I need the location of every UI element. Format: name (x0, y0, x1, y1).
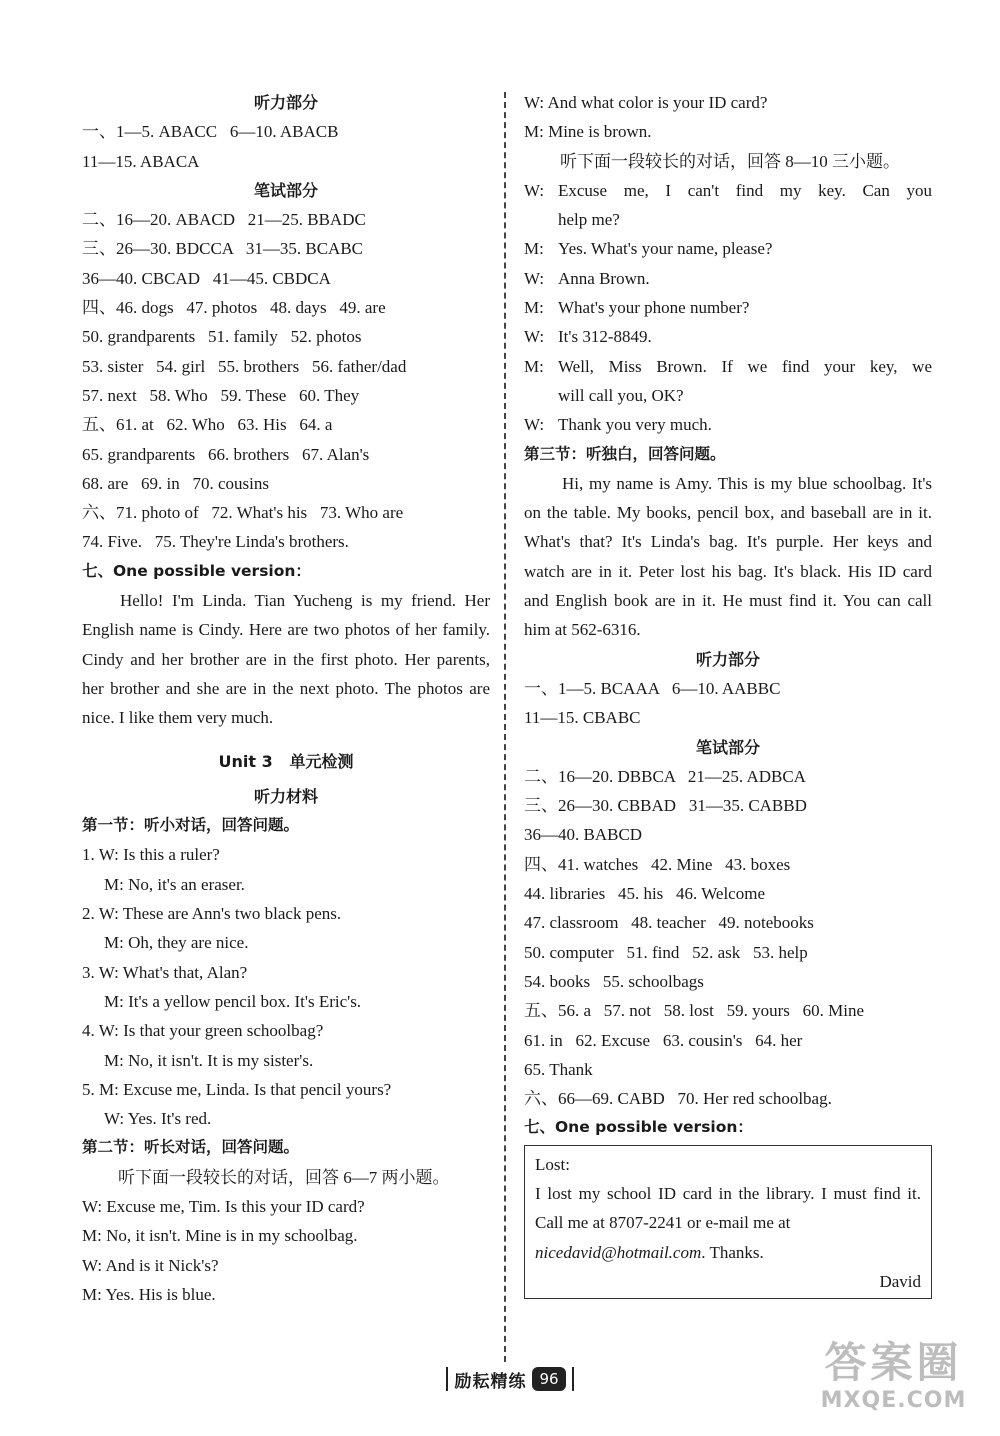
dialog-line (524, 205, 932, 234)
notice-text: I lost my school ID card in the library. I must find it. Call me at 8707-2241 or e-mail me at (535, 1183, 921, 1233)
text-line: 50. computer 51. find 52. ask 53. help (524, 942, 808, 962)
page-number: 96 (532, 1367, 565, 1391)
dialog-line: 5. M: Excuse me, Linda. Is that pencil yours? (82, 1079, 392, 1099)
listening-heading: 听力部分 (695, 649, 760, 669)
text-line: 65. grandparents 66. brothers 67. Alan's (82, 444, 370, 464)
answer-list (524, 762, 932, 1114)
dialog-list (524, 176, 932, 440)
text-line: 四、46. dogs 47. photos 48. days 49. are (82, 298, 386, 318)
text-line: 74. Five. 75. They're Linda's brothers. (82, 532, 349, 552)
listening-heading: 听力部分 (253, 93, 318, 112)
speaker-label: M: (524, 239, 544, 259)
text-line: 68. are 69. in 70. cousins (82, 473, 269, 493)
notice-title: Lost: (535, 1154, 570, 1174)
dialog-text: will call you, OK? (558, 385, 684, 405)
dialog-line (524, 234, 932, 263)
text-line: 二、16—20. DBBCA 21—25. ADBCA (524, 766, 806, 786)
speaker-label (524, 205, 558, 234)
speaker-label: M: (524, 298, 544, 318)
section-3-heading: 第三节：听独白，回答问题。 (524, 444, 726, 463)
text-line: 一、1—5. BCAAA 6—10. AABBC (524, 678, 781, 698)
written-heading: 笔试部分 (253, 180, 318, 200)
text-line: W: And what color is your ID card? (524, 93, 768, 112)
section-2-heading: 第二节：听长对话，回答问题。 (82, 1138, 300, 1157)
text-line: 六、71. photo of 72. What's his 73. Who are (82, 503, 404, 523)
text-line: 36—40. BABCD (524, 825, 643, 845)
page-footer (430, 1362, 590, 1396)
speaker-label: M: (524, 356, 544, 376)
answer-list (524, 674, 932, 733)
text-line: W: And is it Nick's? (82, 1255, 219, 1275)
text-line: 57. next 58. Who 59. These 60. They (82, 385, 360, 405)
text-line: 二、16—20. ABACD 21—25. BBADC (82, 210, 366, 230)
dialog-line: M: No, it isn't. It is my sister's. (104, 1050, 314, 1070)
text-line: 36—40. CBCAD 41—45. CBDCA (82, 268, 331, 288)
text-line: W: Excuse me, Tim. Is this your ID card? (82, 1196, 365, 1216)
dialog-text: What's your phone number? (558, 298, 750, 318)
dialog-line (524, 352, 932, 381)
left-column (82, 88, 490, 1309)
text-line: 54. books 55. schoolbags (524, 971, 704, 991)
text-line: 47. classroom 48. teacher 49. notebooks (524, 913, 814, 933)
text-line: 53. sister 54. girl 55. brothers 56. father/dad (82, 356, 407, 376)
dialog-text: Thank you very much. (558, 415, 712, 435)
dialog-text: It's 312-8849. (558, 327, 652, 347)
text-line: 11—15. CBABC (524, 708, 641, 728)
written-heading: 笔试部分 (695, 737, 760, 757)
monologue-paragraph: Hi, my name is Amy. This is my blue schoolbag. It's on the table. My books, pencil box, and baseball are in it. What's that? It's Linda's bag. It's purple. Her keys and watch are in it. Peter lost his bag. It's black. His ID card and English book are in it. He must find it. You can call him at 562-6316. (524, 473, 932, 640)
dialog-line: M: No, it's an eraser. (104, 874, 245, 894)
speaker-label: W: (524, 327, 545, 347)
text-line: 65. Thank (524, 1059, 593, 1079)
notice-signature: David (879, 1271, 921, 1291)
answer-list (82, 117, 490, 176)
notice-email: nicedavid@hotmail.com (535, 1242, 702, 1262)
text-line: 六、66—69. CABD 70. Her red schoolbag. (524, 1089, 832, 1109)
dialog-list (82, 1192, 490, 1309)
dialog-line: 3. W: What's that, Alan? (82, 962, 248, 982)
dialog-line (524, 264, 932, 293)
dialog-text: Well, Miss Brown. If we find your key, we (558, 356, 932, 376)
text-line: 五、61. at 62. Who 63. His 64. a (82, 415, 333, 435)
right-column (524, 88, 932, 1299)
text-line: 三、26—30. CBBAD 31—35. CABBD (524, 796, 807, 816)
column-divider (504, 92, 506, 1362)
text-line: 三、26—30. BDCCA 31—35. BCABC (82, 239, 364, 259)
instruction-6-7: 听下面一段较长的对话，回答 6—7 两小题。 (118, 1167, 450, 1187)
speaker-label: W: (524, 415, 545, 435)
dialog-line: 1. W: Is this a ruler? (82, 845, 220, 865)
text-line: 50. grandparents 51. family 52. photos (82, 327, 362, 347)
dialog-line (524, 293, 932, 322)
watermark-logo-text: 答案圈 (824, 1338, 963, 1387)
dialog-line: M: It's a yellow pencil box. It's Eric's. (104, 991, 362, 1011)
dialog-line (524, 176, 932, 205)
text-line: M: Yes. His is blue. (82, 1284, 216, 1304)
version-label: 七、One possible version： (524, 1118, 753, 1137)
unit-title: Unit 3 单元检测 (218, 751, 354, 771)
section-1-heading: 第一节：听小对话，回答问题。 (82, 816, 300, 835)
instruction-8-10: 听下面一段较长的对话，回答 8—10 三小题。 (560, 151, 900, 171)
speaker-label: W: (524, 180, 545, 200)
version-label: 七、One possible version： (82, 561, 311, 580)
dialog-text: Anna Brown. (558, 268, 650, 288)
dialog-list (82, 840, 490, 1133)
text-line: 五、56. a 57. not 58. lost 59. yours 60. Mine (524, 1001, 864, 1021)
book-brand: 励耘精练 (454, 1371, 527, 1392)
text-line: 一、1—5. ABACC 6—10. ABACB (82, 122, 339, 142)
text-line: M: No, it isn't. Mine is in my schoolbag. (82, 1226, 358, 1246)
dialog-line (524, 410, 932, 439)
dialog-text: help me? (558, 210, 620, 230)
dialog-list (524, 88, 932, 147)
text-line: 四、41. watches 42. Mine 43. boxes (524, 854, 791, 874)
speaker-label: W: (524, 268, 545, 288)
dialog-text: Excuse me, I can't find my key. Can you (558, 180, 932, 200)
text-line: 44. libraries 45. his 46. Welcome (524, 884, 765, 904)
dialog-line: 4. W: Is that your green schoolbag? (82, 1021, 324, 1041)
dialog-line (524, 381, 932, 410)
dialog-line (524, 322, 932, 351)
text-line: 11—15. ABACA (82, 151, 200, 171)
text-line: 61. in 62. Excuse 63. cousin's 64. her (524, 1030, 803, 1050)
notice-body (535, 1179, 921, 1267)
dialog-line: M: Oh, they are nice. (104, 933, 249, 953)
lost-notice (524, 1145, 932, 1299)
footer-bar-right (572, 1367, 574, 1391)
dialog-line: 2. W: These are Ann's two black pens. (82, 904, 342, 924)
dialog-text: Yes. What's your name, please? (558, 239, 773, 259)
watermark-url: MXQE.COM (820, 1388, 967, 1413)
text-line: M: Mine is brown. (524, 122, 652, 142)
notice-thanks: . Thanks. (701, 1242, 764, 1262)
site-watermark (801, 1338, 986, 1428)
speaker-label (524, 381, 558, 410)
answer-list (82, 205, 490, 557)
material-heading: 听力材料 (253, 786, 318, 806)
essay-paragraph: Hello! I'm Linda. Tian Yucheng is my friend. Her English name is Cindy. Here are two photos of her family. Cindy and her brother are in the first photo. Her parents, her brother and she are in the next photo. The photos are nice. I like them very much. (82, 591, 490, 728)
dialog-line: W: Yes. It's red. (104, 1109, 212, 1129)
footer-bar-left (446, 1367, 448, 1391)
